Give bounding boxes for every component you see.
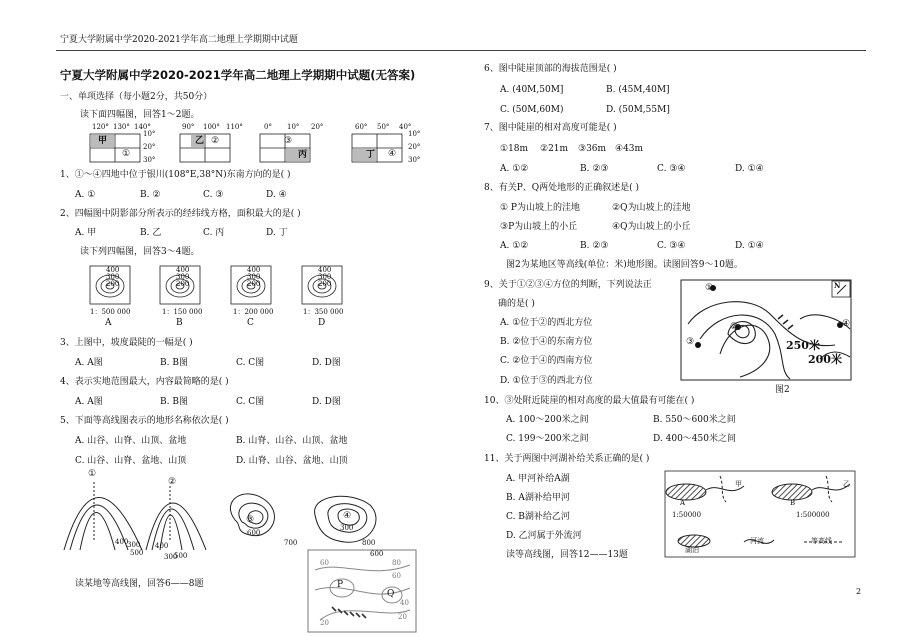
q6-option-c: C. (50M,60M)	[500, 105, 564, 115]
grid-label-ding: 丁	[366, 150, 376, 160]
q7-item-4: ④43m	[615, 144, 644, 154]
grid2-tick: 100°	[203, 123, 220, 131]
fig2-caption: 图2	[775, 385, 790, 395]
q8-item-4: ④Q为山坡上的小丘	[612, 222, 691, 232]
grid-point-4: ④	[388, 149, 397, 159]
page-number: 2	[856, 587, 862, 596]
legend-lake: 湖泊	[685, 546, 699, 554]
q8-option-a: A. ①②	[500, 241, 529, 251]
scale-right: 1:500000	[796, 511, 830, 519]
grid-side-tick: 10°	[408, 130, 421, 138]
fig2-point-3: ③	[686, 337, 695, 347]
lake-a-label: A	[680, 499, 686, 507]
q5-text: 5、下面等高线图表示的地形名称依次是( )	[60, 416, 229, 426]
grid2-tick: 110°	[226, 123, 243, 131]
fig2-point-1: ①	[705, 283, 714, 293]
q7-item-2: ②21m	[540, 144, 569, 154]
grid4-tick: 40°	[399, 123, 412, 131]
contour-label: 200	[176, 280, 190, 288]
letter-a: A	[105, 318, 112, 328]
grid1-tick: 140°	[134, 123, 151, 131]
q10-option-a: A. 100～200米之间	[506, 415, 589, 425]
grid4-tick: 60°	[355, 123, 368, 131]
contour-label: 400	[318, 266, 332, 274]
contour-label: 200	[318, 280, 332, 288]
map-contour-value: 20	[320, 619, 329, 627]
map-contour-value: 60	[320, 559, 329, 567]
river-jia-label: 甲	[735, 480, 742, 488]
contour-value: 700	[284, 539, 298, 547]
contour-label: 200	[106, 280, 120, 288]
grid-point-3: ③	[284, 136, 293, 146]
map-contour-value: 20	[398, 613, 407, 621]
river-yi-label: 乙	[843, 480, 850, 488]
q6-option-d: D. (50M,55M]	[606, 105, 670, 115]
q8-item-1: ① P为山坡上的洼地	[500, 203, 580, 213]
q11-text: 11、关于两图中河湖补给关系正确的是( )	[484, 454, 650, 464]
q6-option-b: B. (45M,40M]	[606, 85, 670, 95]
q10-option-b: B. 550～600米之间	[653, 415, 736, 425]
contour-value: 800	[362, 539, 376, 547]
grid1-tick: 120°	[92, 123, 109, 131]
q4-option-b: B. B图	[160, 397, 188, 407]
q5-option-b: B. 山脊、山谷、山顶、盆地	[236, 436, 348, 446]
q4-option-d: D. D图	[312, 397, 341, 407]
q10-text: 10、③处附近陡崖的相对高度的最大值最有可能在( )	[484, 396, 695, 406]
map-point-q: Q	[387, 589, 395, 599]
q4-option-a: A. A图	[75, 397, 103, 407]
map-contour-value: 60	[392, 572, 401, 580]
contour-label: 400	[247, 266, 261, 274]
q9-10-intro: 图2为某地区等高线(单位：米)地形图。读图回答9～10题。	[506, 260, 743, 270]
q8-option-c: C. ③④	[657, 241, 686, 251]
q3-option-b: B. B图	[160, 358, 188, 368]
q9-option-b: B. ②位于④的东南方位	[500, 337, 593, 347]
q7-option-d: D. ①④	[735, 164, 764, 174]
q7-option-b: B. ②③	[580, 164, 609, 174]
scale-a: 1：500 000	[90, 308, 131, 316]
q2-option-b: B. 乙	[140, 228, 162, 238]
grid-label-jia: 甲	[98, 136, 108, 146]
contour-label: 300	[176, 273, 190, 281]
diagram-label-1: ①	[88, 469, 97, 479]
q4-text: 4、表示实地范围最大，内容最简略的是( )	[60, 377, 229, 387]
lat-long-grids	[88, 132, 428, 164]
q2-option-c: C. 丙	[203, 228, 225, 238]
grid4-tick: 50°	[377, 123, 390, 131]
grid-point-2: ②	[211, 136, 220, 146]
q7-item-1: ①18m	[500, 144, 529, 154]
page-header: 宁夏大学附属中学2020-2021学年高二地理上学期期中试题	[60, 35, 298, 45]
grid3-tick: 10°	[287, 123, 300, 131]
map-contour-value: 40	[400, 599, 409, 607]
north-arrow-label: N	[834, 281, 841, 290]
q6-text: 6、图中陡崖顶部的海拔范围是( )	[484, 64, 617, 74]
q3-text: 3、上图中，坡度最陡的一幅是( )	[60, 338, 193, 348]
q3-option-c: C. C图	[236, 358, 265, 368]
q1-option-c: C. ③	[203, 190, 224, 200]
q8-option-d: D. ①④	[735, 241, 764, 251]
q1-option-d: D. ④	[266, 190, 287, 200]
q10-option-d: D. 400～450米之间	[653, 434, 736, 444]
map-point-p: P	[337, 580, 344, 590]
q1-option-a: A. ①	[75, 190, 96, 200]
contour-value: 300	[340, 524, 354, 532]
q10-option-c: C. 199～200米之间	[506, 434, 589, 444]
contour-label: 300	[318, 273, 332, 281]
q9-option-c: C. ②位于④的西南方位	[500, 356, 593, 366]
q2-option-d: D. 丁	[266, 228, 288, 238]
contour-value: 300	[127, 541, 141, 549]
contour-value: 500	[174, 552, 188, 560]
q11-option-b: B. A湖补给甲河	[506, 493, 570, 503]
grid-side-tick: 10°	[143, 130, 156, 138]
contour-value: 600	[370, 550, 384, 558]
contour-value: 400	[155, 542, 169, 550]
grid-side-tick: 30°	[143, 156, 156, 164]
landform-contours	[70, 470, 420, 635]
scale-c: 1：200 000	[233, 308, 274, 316]
grid1-tick: 130°	[113, 123, 130, 131]
fig2-point-2: ②	[730, 322, 739, 332]
q8-text: 8、有关P、Q两处地形的正确叙述是( )	[484, 183, 640, 193]
fig2-contour-250: 250米	[786, 339, 820, 352]
q8-item-2: ②Q为山坡上的洼地	[612, 203, 691, 213]
grid-label-yi: 乙	[195, 136, 205, 146]
paper-title: 宁夏大学附属中学2020-2021学年高二地理上学期期中试题(无答案)	[60, 68, 416, 82]
q1-2-intro: 读下面四幅图，回答1～2题。	[80, 110, 200, 120]
q3-4-intro: 读下列四幅图，回答3～4题。	[80, 247, 200, 257]
q5-option-a: A. 山谷、山脊、山顶、盆地	[75, 436, 187, 446]
q4-option-c: C. C图	[236, 397, 265, 407]
q5-option-c: C. 山谷、山脊、盆地、山顶	[75, 456, 187, 466]
q6-option-a: A. (40M,50M]	[500, 85, 564, 95]
letter-c: C	[247, 318, 254, 328]
contour-label: 300	[247, 273, 261, 281]
q8-option-b: B. ②③	[580, 241, 609, 251]
grid2-tick: 90°	[182, 123, 195, 131]
grid-point-1: ①	[122, 149, 131, 159]
q7-option-c: C. ③④	[657, 164, 686, 174]
contour-label: 400	[106, 266, 120, 274]
q11-option-c: C. B湖补给乙河	[506, 512, 570, 522]
contour-value: 400	[115, 538, 129, 546]
q2-text: 2、四幅图中阴影部分所表示的经纬线方格，面积最大的是( )	[60, 209, 301, 219]
q11-option-a: A. 甲河补给A湖	[506, 474, 570, 484]
contour-label: 300	[106, 273, 120, 281]
q9-option-a: A. ①位于②的西北方位	[500, 318, 593, 328]
contour-value: 300	[164, 553, 178, 561]
legend-contour: 等高线	[811, 537, 832, 545]
q7-item-3: ③36m	[578, 144, 607, 154]
scale-left: 1:50000	[672, 511, 702, 519]
scale-b: 1：150 000	[162, 308, 203, 316]
q12-13-intro: 读等高线图，回答12——13题	[506, 550, 628, 560]
section-heading: 一、单项选择（每小题2分，共50分）	[60, 92, 213, 102]
q8-item-3: ③P为山坡上的小丘	[500, 222, 578, 232]
grid-label-bing: 丙	[298, 150, 308, 160]
header-rule	[56, 50, 866, 51]
grid3-tick: 0°	[264, 123, 272, 131]
q7-option-a: A. ①②	[500, 164, 529, 174]
legend-river: 河流	[750, 537, 764, 545]
contour-label: 400	[176, 266, 190, 274]
q7-text: 7、图中陡崖的相对高度可能是( )	[484, 123, 617, 133]
contour-value: 600	[247, 529, 261, 537]
grid3-tick: 20°	[311, 123, 324, 131]
diagram-label-3: ③	[246, 515, 255, 525]
grid-side-tick: 30°	[408, 156, 421, 164]
q3-option-d: D. D图	[312, 358, 341, 368]
fig2-point-4: ④	[842, 319, 851, 329]
scale-d: 1：350 000	[303, 308, 344, 316]
fig2-contour-200: 200米	[808, 353, 842, 366]
grid-side-tick: 20°	[143, 143, 156, 151]
map-contour-value: 80	[392, 559, 401, 567]
q1-text: 1、①～④四地中位于银川(108°E,38°N)东南方向的是( )	[60, 170, 291, 180]
diagram-label-4: ④	[343, 511, 352, 521]
letter-b: B	[176, 318, 183, 328]
q6-8-intro: 读某地等高线图，回答6——8题	[75, 579, 204, 589]
q5-option-d: D. 山脊、山谷、盆地、山顶	[236, 456, 348, 466]
contour-label: 200	[247, 280, 261, 288]
q9-text-line1: 9、关于①②③④方位的判断，下列说法正	[484, 280, 652, 290]
contour-value: 500	[130, 549, 144, 557]
lake-b-label: B	[790, 499, 796, 507]
q1-option-b: B. ②	[140, 190, 161, 200]
q9-option-d: D. ①位于③的西北方位	[500, 376, 593, 386]
q9-text-line2: 确的是( )	[498, 299, 535, 309]
q2-option-a: A. 甲	[75, 228, 97, 238]
grid-side-tick: 20°	[408, 143, 421, 151]
diagram-label-2: ②	[168, 477, 177, 487]
q3-option-a: A. A图	[75, 358, 103, 368]
q11-option-d: D. 乙河属于外流河	[506, 531, 582, 541]
letter-d: D	[318, 318, 326, 328]
